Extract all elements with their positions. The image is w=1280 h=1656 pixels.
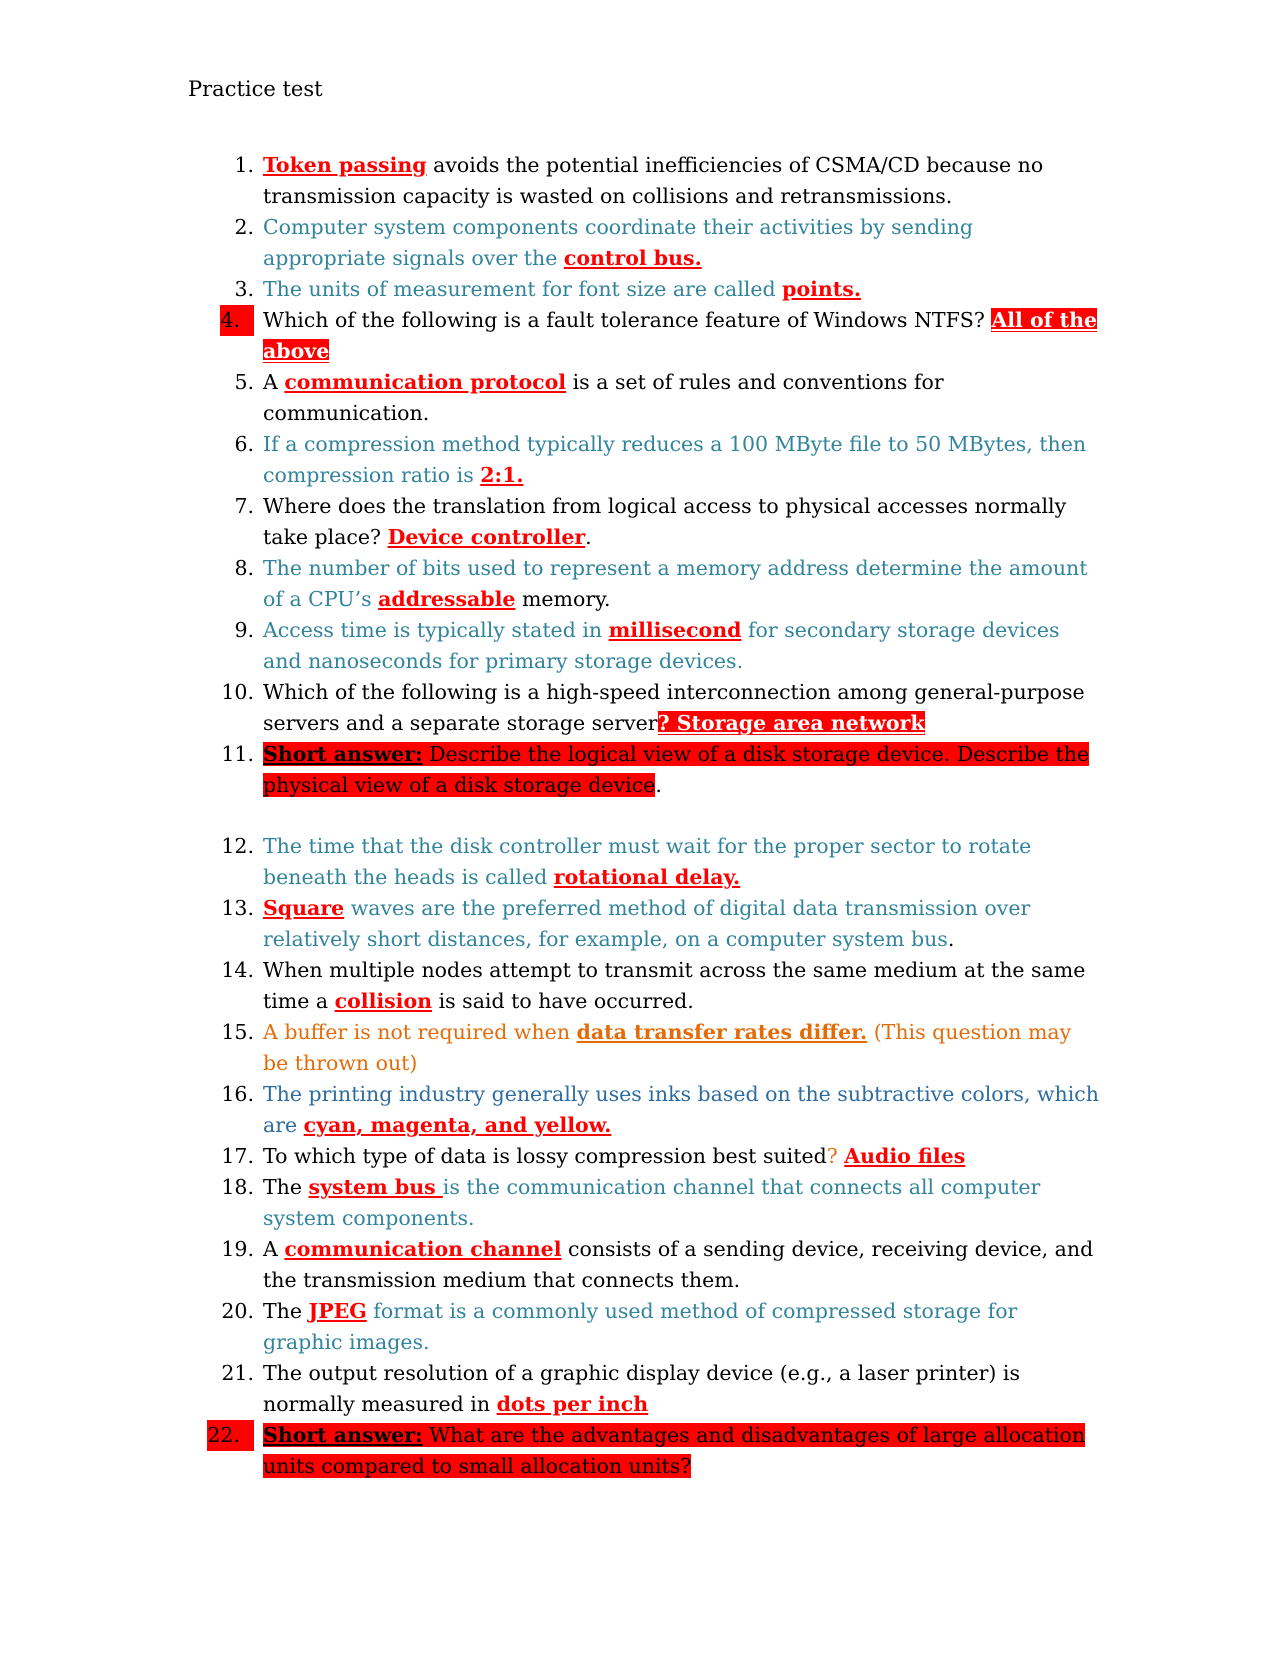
answer-text: JPEG	[308, 1299, 367, 1323]
answer-text: data transfer rates differ.	[576, 1020, 868, 1044]
question-segment: is said to have occurred.	[432, 989, 694, 1013]
answer-text: communication protocol	[284, 370, 567, 394]
question-number: 18.	[221, 1175, 254, 1199]
answer-text: points.	[782, 277, 861, 301]
question-number: 7.	[234, 494, 254, 518]
question-item	[0, 553, 1100, 615]
answer-text: Square	[263, 896, 345, 920]
answer-text: dots per inch	[496, 1392, 649, 1416]
question-text	[263, 1361, 1020, 1416]
question-item	[0, 1141, 1100, 1172]
question-item	[0, 893, 1100, 955]
question-text	[263, 742, 1089, 797]
question-number: 14.	[221, 958, 254, 982]
question-number: 10.	[221, 680, 254, 704]
question-text	[263, 308, 1097, 363]
answer-text: collision	[334, 989, 433, 1013]
question-number: 8.	[234, 556, 254, 580]
question-segment: A buffer is not required when	[263, 1020, 577, 1044]
question-text	[263, 370, 944, 425]
question-item	[0, 677, 1100, 739]
answer-text: control bus.	[563, 246, 702, 270]
question-item	[0, 429, 1100, 491]
question-item	[0, 305, 1100, 367]
question-text	[263, 277, 861, 301]
question-segment: The time that the disk controller must wait for the proper sector to rotate beneath the heads is called	[263, 834, 1032, 889]
question-number: 19.	[221, 1237, 254, 1261]
question-text	[263, 958, 1085, 1013]
question-segment: A	[263, 1237, 285, 1261]
answer-text: cyan, magenta, and yellow.	[303, 1113, 612, 1137]
question-item	[0, 1296, 1100, 1358]
question-item	[0, 1017, 1100, 1079]
question-number: 6.	[234, 432, 254, 456]
answer-text: communication channel	[284, 1237, 562, 1261]
question-number: 3.	[234, 277, 254, 301]
question-text	[263, 494, 1066, 549]
question-text	[263, 1144, 965, 1168]
question-number: 1.	[234, 153, 254, 177]
question-segment: The printing industry generally uses inks based on the subtractive colors, which are	[263, 1082, 1099, 1137]
question-segment: The	[263, 1175, 309, 1199]
question-text	[263, 556, 1087, 611]
question-segment: Describe the logical view of a disk storage device. Describe the physical view of a disk storage device	[263, 742, 1090, 797]
question-segment: A	[263, 370, 285, 394]
question-number: 11.	[221, 742, 254, 766]
short-answer-label: Short answer:	[263, 1423, 423, 1447]
question-number: 16.	[221, 1082, 254, 1106]
question-segment: .	[655, 773, 662, 797]
question-text	[263, 1237, 1093, 1292]
question-segment: Which of the following is a fault tolerance feature of Windows NTFS?	[263, 308, 992, 332]
question-number: 21.	[221, 1361, 254, 1385]
question-item	[0, 1172, 1100, 1234]
question-segment: is a set of rules and conventions for communication.	[263, 370, 944, 425]
question-text	[263, 1423, 1085, 1478]
question-segment: Computer system components coordinate their activities by sending appropriate signals over the	[263, 215, 974, 270]
question-text	[263, 153, 1043, 208]
question-segment: The units of measurement for font size are called	[263, 277, 783, 301]
question-item	[0, 367, 1100, 429]
question-item	[0, 1420, 1100, 1482]
question-item	[0, 274, 1100, 305]
answer-text: system bus	[308, 1175, 443, 1199]
question-item	[0, 1234, 1100, 1296]
answer-text: addressable	[378, 587, 516, 611]
question-item	[0, 739, 1100, 801]
question-text	[263, 215, 973, 270]
question-segment: consists of a sending device, receiving device, and the transmission medium that connects them.	[263, 1237, 1094, 1292]
answer-text: Device controller	[387, 525, 586, 549]
answer-text: All of the above	[263, 308, 1098, 363]
question-number: 22.	[207, 1420, 254, 1451]
question-segment: Where does the translation from logical access to physical accesses normally take place?	[263, 494, 1067, 549]
question-item	[0, 955, 1100, 1017]
question-number: 12.	[221, 834, 254, 858]
question-segment: for secondary storage devices and nanoseconds for primary storage devices.	[263, 618, 1060, 673]
question-segment: ?	[826, 1144, 845, 1168]
answer-text: Audio files	[844, 1144, 966, 1168]
question-segment: .	[585, 525, 592, 549]
question-item	[0, 150, 1100, 212]
short-answer-label: Short answer:	[263, 742, 423, 766]
question-number: 2.	[234, 215, 254, 239]
question-number: 13.	[221, 896, 254, 920]
question-segment: (This question may be thrown out)	[263, 1020, 1072, 1075]
question-list	[0, 150, 1100, 1482]
answer-text: 2:1.	[480, 463, 524, 487]
question-segment: Access time is typically stated in	[263, 618, 609, 642]
question-segment: .	[947, 927, 955, 951]
question-number: 15.	[221, 1020, 254, 1044]
question-item	[0, 1358, 1100, 1420]
question-segment: The number of bits used to represent a memory address determine the amount of a CPU’s	[263, 556, 1088, 611]
answer-text: millisecond	[608, 618, 742, 642]
question-segment: To which type of data is lossy compression best suited	[263, 1144, 827, 1168]
question-number: 9.	[234, 618, 254, 642]
question-segment: The output resolution of a graphic display device (e.g., a laser printer) is normally measured in	[263, 1361, 1020, 1416]
question-segment: is the communication channel that connects all computer system components.	[263, 1175, 1041, 1230]
question-item	[0, 831, 1100, 893]
question-text	[263, 1082, 1099, 1137]
question-number: 4.	[220, 305, 254, 336]
question-segment: waves are the preferred method of digital data transmission over relatively short distances, for example, on a computer system bus	[263, 896, 1031, 951]
question-segment: What are the advantages and disadvantages of large allocation units compared to small allocation units?	[263, 1423, 1086, 1478]
answer-text: ? Storage area network	[657, 711, 925, 735]
document-title: Practice test	[188, 77, 323, 101]
question-text	[263, 834, 1031, 889]
question-segment: avoids the potential inefficiencies of CSMA/CD because no transmission capacity is wasted on collisions and retransmissions.	[263, 153, 1044, 208]
question-text	[263, 618, 1060, 673]
question-segment: format is a commonly used method of compressed storage for graphic images.	[263, 1299, 1018, 1354]
question-text	[263, 1175, 1040, 1230]
answer-text: Token passing	[263, 153, 427, 177]
question-text	[263, 896, 1030, 951]
question-item	[0, 212, 1100, 274]
question-text	[263, 1020, 1071, 1075]
question-number: 17.	[221, 1144, 254, 1168]
question-number: 5.	[234, 370, 254, 394]
question-segment: If a compression method typically reduces a 100 MByte file to 50 MBytes, then compression ratio is	[263, 432, 1087, 487]
question-segment: The	[263, 1299, 309, 1323]
question-item	[0, 491, 1100, 553]
question-item	[0, 615, 1100, 677]
question-segment: Which of the following is a high-speed interconnection among general-purpose servers and a separate storage server	[263, 680, 1085, 735]
question-text	[263, 432, 1086, 487]
question-segment: When multiple nodes attempt to transmit across the same medium at the same time a	[263, 958, 1086, 1013]
question-number: 20.	[221, 1299, 254, 1323]
answer-text: rotational delay.	[553, 865, 741, 889]
question-text	[263, 680, 1085, 735]
question-item	[0, 1079, 1100, 1141]
question-text	[263, 1299, 1017, 1354]
question-segment: memory.	[515, 587, 611, 611]
